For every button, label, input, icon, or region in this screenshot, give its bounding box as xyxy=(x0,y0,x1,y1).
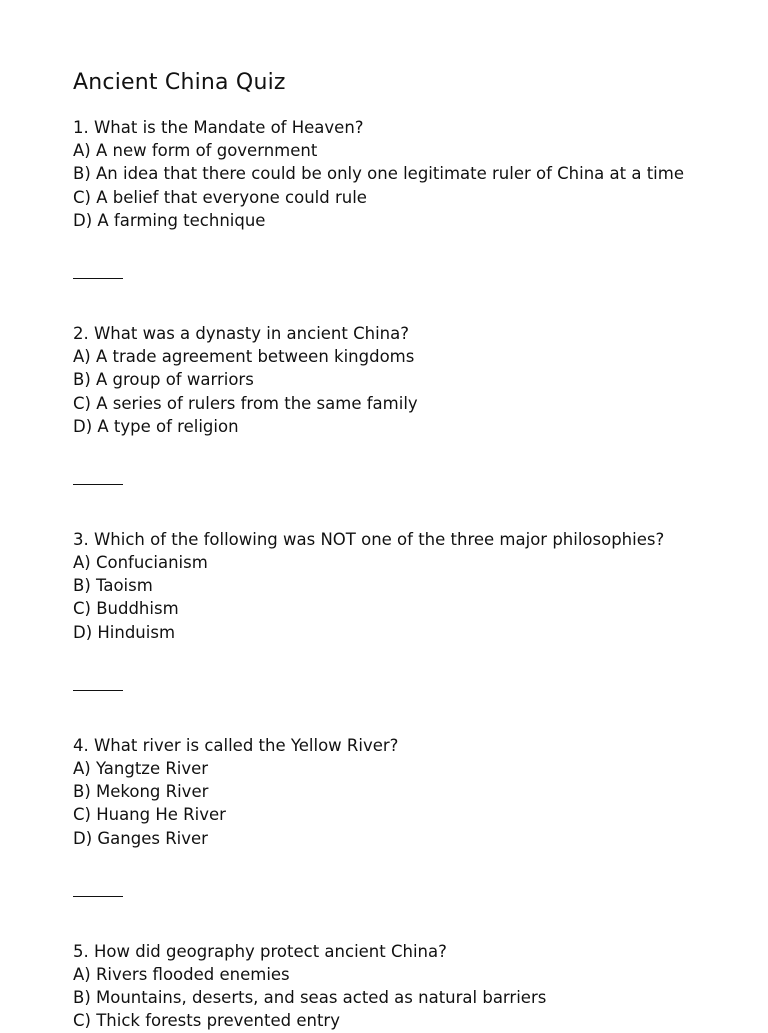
divider-line xyxy=(73,896,123,897)
answer-option-b: B) Taoism xyxy=(73,576,153,596)
answer-option-d: D) Ganges River xyxy=(73,828,208,848)
question-text: 5. How did geography protect ancient China? xyxy=(73,941,447,961)
answer-option-a: A) A trade agreement between kingdoms xyxy=(73,347,415,367)
divider-1 xyxy=(73,232,733,322)
answer-option-c: C) A belief that everyone could rule xyxy=(73,187,367,207)
quiz-page xyxy=(73,64,733,1033)
question-5 xyxy=(73,940,733,1033)
answer-option-a: A) A new form of government xyxy=(73,141,318,161)
page-title: Ancient China Quiz xyxy=(73,70,286,95)
answer-option-d: D) A type of religion xyxy=(73,416,239,436)
question-text: 2. What was a dynasty in ancient China? xyxy=(73,323,409,343)
question-text: 4. What river is called the Yellow River? xyxy=(73,735,399,755)
answer-option-a: A) Rivers flooded enemies xyxy=(73,964,290,984)
answer-option-b: B) An idea that there could be only one legitimate ruler of China at a time xyxy=(73,164,684,184)
question-3 xyxy=(73,528,733,644)
question-text: 3. Which of the following was NOT one of the three major philosophies? xyxy=(73,529,665,549)
question-4 xyxy=(73,734,733,850)
question-2 xyxy=(73,322,733,438)
question-text: 1. What is the Mandate of Heaven? xyxy=(73,118,364,137)
answer-option-d: D) A farming technique xyxy=(73,210,266,230)
answer-option-b: B) Mekong River xyxy=(73,782,209,802)
divider-line xyxy=(73,690,123,691)
answer-option-c: C) A series of rulers from the same family xyxy=(73,393,418,413)
answer-option-a: A) Confucianism xyxy=(73,553,208,573)
divider-2 xyxy=(73,438,733,528)
answer-option-c: C) Thick forests prevented entry xyxy=(73,1011,340,1031)
answer-option-b: B) A group of warriors xyxy=(73,370,254,390)
answer-option-c: C) Buddhism xyxy=(73,599,179,619)
answer-option-d: D) Hinduism xyxy=(73,622,176,642)
divider-4 xyxy=(73,850,733,940)
answer-option-a: A) Yangtze River xyxy=(73,759,209,778)
question-1 xyxy=(73,116,733,232)
answer-option-c: C) Huang He River xyxy=(73,805,226,825)
answer-option-b: B) Mountains, deserts, and seas acted as natural barriers xyxy=(73,988,547,1008)
divider-3 xyxy=(73,644,733,734)
divider-line xyxy=(73,484,123,485)
divider-line xyxy=(73,278,123,279)
